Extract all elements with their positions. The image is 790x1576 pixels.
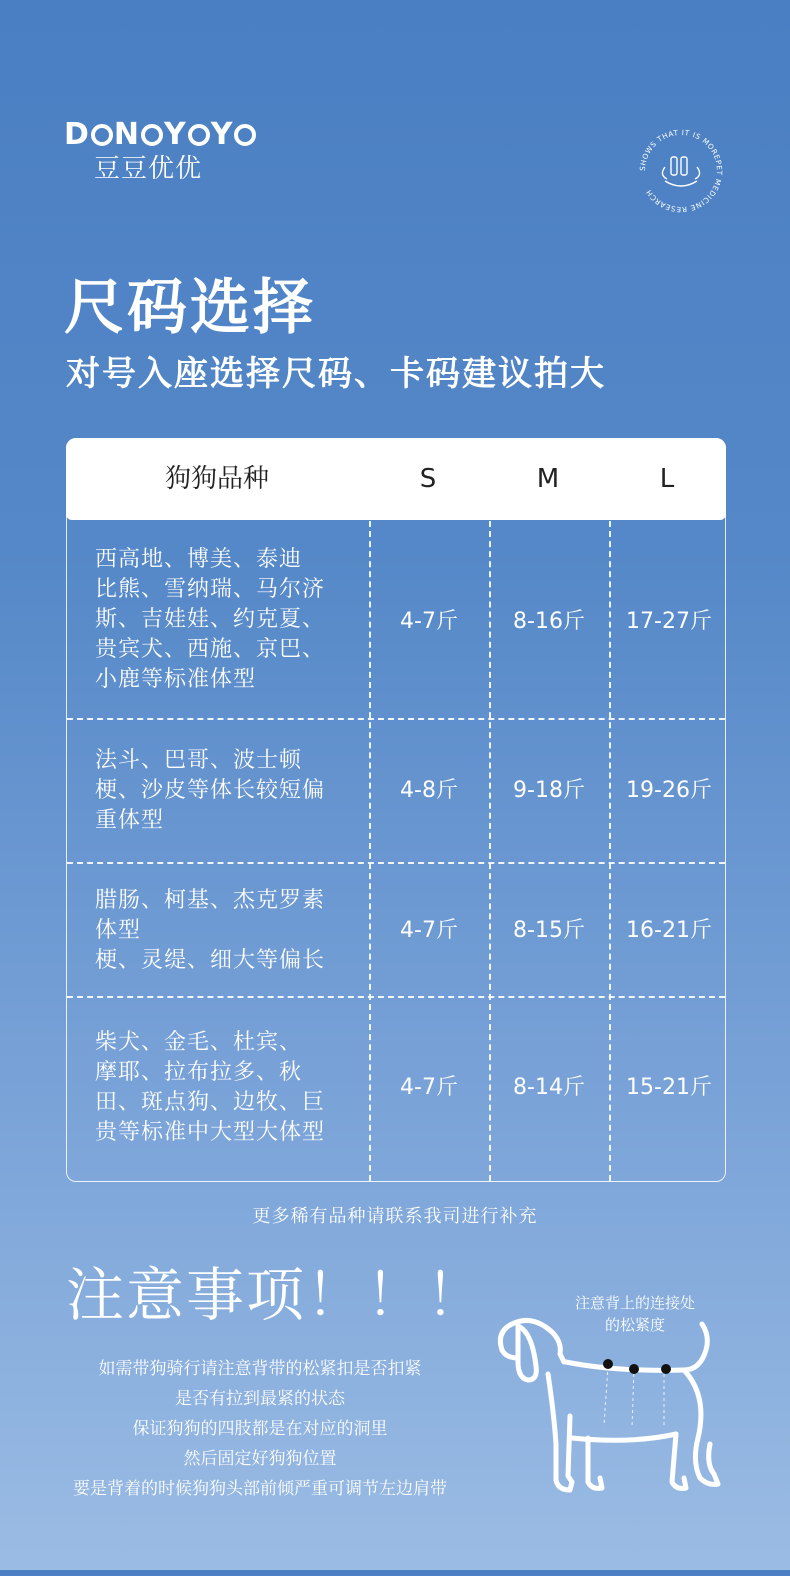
breed-list: [95, 746, 355, 836]
size-m-cell: 8-15斤: [513, 918, 585, 943]
breed-line: 田、斑点狗、边牧、巨: [95, 1090, 326, 1115]
harness-point: [629, 1364, 639, 1374]
table-row: [67, 720, 725, 862]
breed-line: 腊肠、柯基、杰克罗素: [95, 888, 326, 913]
brand-name-en: D N Y Y: [64, 118, 244, 152]
table-row: [67, 864, 725, 996]
table-row: [67, 998, 725, 1183]
breed-line: 斯、吉娃娃、约克夏、: [95, 607, 326, 632]
size-table: [66, 438, 726, 1182]
size-m-cell: 9-18斤: [513, 778, 585, 803]
tip-line: 如需带狗骑行请注意背带的松紧扣是否扣紧: [98, 1359, 422, 1379]
breed-line: 体型: [95, 918, 142, 943]
page-subtitle: 对号入座选择尺码、卡码建议拍大: [66, 354, 606, 394]
column-header-breed: 狗狗品种: [164, 464, 269, 494]
breed-line: 梗、沙皮等体长较短偏: [95, 778, 326, 803]
tip-line: 是否有拉到最紧的状态: [175, 1389, 345, 1409]
breed-list: [95, 1028, 355, 1148]
column-header-l: L: [659, 464, 675, 494]
size-l-cell: 15-21斤: [626, 1075, 712, 1100]
tip-line: 然后固定好狗狗位置: [183, 1449, 337, 1469]
research-stamp-icon: [635, 125, 727, 217]
breed-line: 小鹿等标准体型: [95, 667, 257, 692]
brand-logo: [64, 118, 244, 184]
size-l-cell: 19-26斤: [626, 778, 712, 803]
table-row: [67, 521, 725, 718]
breed-line: 贵等标准中大型大体型: [95, 1120, 326, 1145]
dog-caption-line: 注意背上的连接处: [574, 1294, 695, 1312]
breed-line: 西高地、博美、泰迪: [95, 547, 303, 572]
attention-tips: [40, 1354, 480, 1504]
breed-list: [95, 886, 355, 976]
size-l-cell: 16-21斤: [626, 918, 712, 943]
breed-line: 柴犬、金毛、杜宾、: [95, 1030, 303, 1055]
breed-line: 法斗、巴哥、波士顿: [95, 748, 303, 773]
breed-line: 重体型: [95, 808, 165, 833]
bottom-strip: [0, 1570, 790, 1576]
size-m-cell: 8-16斤: [513, 609, 585, 634]
column-header-m: M: [536, 464, 560, 494]
tip-line: 要是背着的时候狗狗头部前倾严重可调节左边肩带: [73, 1479, 447, 1499]
column-header-s: S: [419, 464, 437, 494]
breed-line: 贵宾犬、西施、京巴、: [95, 637, 326, 662]
page-title: 尺码选择: [64, 273, 316, 343]
size-l-cell: 17-27斤: [626, 609, 712, 634]
breed-line: 比熊、雪纳瑞、马尔济: [95, 577, 326, 602]
size-s-cell: 4-7斤: [400, 1075, 458, 1100]
tip-line: 保证狗狗的四肢都是在对应的洞里: [132, 1419, 388, 1439]
breed-line: 摩耶、拉布拉多、秋: [95, 1060, 303, 1085]
size-m-cell: 8-14斤: [513, 1075, 585, 1100]
brand-name-cn: 豆豆优优: [94, 154, 203, 184]
breed-line: 梗、灵缇、细大等偏长: [95, 948, 326, 973]
size-s-cell: 4-7斤: [400, 918, 458, 943]
more-breeds-note: 更多稀有品种请联系我司进行补充: [252, 1206, 538, 1227]
table-header: [66, 438, 726, 520]
dog-harness-illustration: [488, 1302, 748, 1502]
size-s-cell: 4-7斤: [400, 609, 458, 634]
harness-point: [603, 1359, 613, 1369]
harness-point: [661, 1364, 671, 1374]
stamp-ring-text: SHOWS THAT IT IS MOREPET MEDICINE RESEARCH: [637, 127, 725, 215]
size-s-cell: 4-8斤: [400, 778, 458, 803]
dog-caption-line: 的松紧度: [604, 1316, 665, 1334]
breed-list: [95, 545, 355, 695]
attention-title: 注意事项！！！: [66, 1261, 487, 1329]
